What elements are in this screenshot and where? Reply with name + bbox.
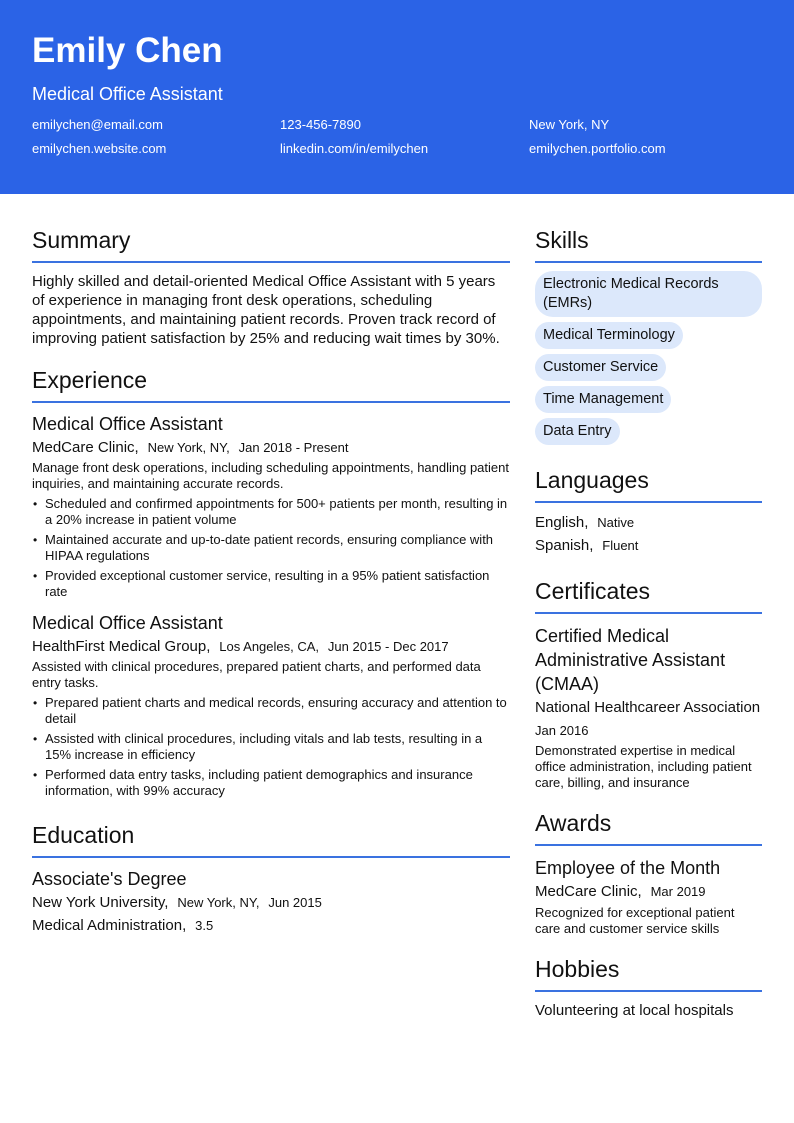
right-column	[535, 224, 762, 1021]
resume-header	[0, 0, 794, 194]
certificate-issuer: National Healthcareer Association	[535, 699, 761, 716]
job-bullets	[32, 695, 510, 799]
skill-tag: Electronic Medical Records (EMRs)	[535, 271, 762, 317]
language-item	[535, 511, 762, 534]
award-org: MedCare Clinic,	[535, 883, 642, 900]
certificate-date: Jan 2016	[535, 723, 589, 738]
hobby-item: Volunteering at local hospitals	[535, 1002, 734, 1019]
job-entry	[32, 612, 510, 799]
job-description: Manage front desk operations, including scheduling appointments, handling patient inquiries, and maintaining accurate records.	[32, 460, 509, 491]
education-school: New York University,	[32, 894, 169, 911]
website-link[interactable]: emilychen.website.com	[32, 141, 167, 156]
summary-section	[32, 224, 510, 348]
location: New York, NY	[529, 117, 610, 132]
job-entry	[32, 413, 510, 600]
job-dates: Jun 2015 - Dec 2017	[327, 639, 449, 654]
languages-heading: Languages	[535, 464, 762, 503]
job-bullet: • Assisted with clinical procedures, including vitals and lab tests, resulting in a 15% increase in efficiency	[32, 731, 510, 763]
education-section	[32, 819, 510, 937]
award-name: Employee of the Month	[535, 858, 721, 878]
certificates-heading: Certificates	[535, 575, 762, 614]
phone-number[interactable]: 123-456-7890	[280, 117, 361, 132]
job-bullet: • Prepared patient charts and medical records, ensuring accuracy and attention to detail	[32, 695, 510, 727]
job-bullet: • Scheduled and confirmed appointments for 500+ patients per month, resulting in a 20% increase in patient volume	[32, 496, 510, 528]
certificate-description: Demonstrated expertise in medical office administration, including patient care, billing, and insurance	[535, 743, 752, 790]
education-date: Jun 2015	[268, 895, 322, 910]
award-date: Mar 2019	[650, 884, 706, 899]
language-level: Native	[597, 515, 635, 530]
candidate-name: Emily Chen	[32, 31, 223, 70]
job-location: Los Angeles, CA,	[219, 639, 320, 654]
skills-section	[535, 224, 762, 450]
job-entry-meta	[32, 637, 510, 657]
skill-tag: Time Management	[535, 386, 671, 413]
hobbies-heading: Hobbies	[535, 953, 762, 992]
languages-list	[535, 511, 762, 557]
job-location: New York, NY,	[147, 440, 230, 455]
job-dates: Jan 2018 - Present	[238, 440, 349, 455]
contact-info	[32, 116, 762, 158]
experience-section	[32, 364, 510, 799]
language-name: Spanish,	[535, 537, 594, 554]
job-bullet: • Performed data entry tasks, including patient demographics and insurance information, with 99% accuracy	[32, 767, 510, 799]
portfolio-link[interactable]: emilychen.portfolio.com	[529, 141, 666, 156]
award-description: Recognized for exceptional patient care and customer service skills	[535, 905, 735, 936]
job-entry-title: Medical Office Assistant	[32, 414, 223, 434]
email-link[interactable]: emilychen@email.com	[32, 117, 163, 132]
job-entry-meta	[32, 438, 510, 458]
job-title: Medical Office Assistant	[32, 84, 223, 104]
job-bullet: • Maintained accurate and up-to-date patient records, ensuring compliance with HIPAA regulations	[32, 532, 510, 564]
left-column	[32, 224, 510, 937]
hobbies-section	[535, 953, 762, 1021]
education-school-line	[32, 892, 510, 914]
education-degree: Associate's Degree	[32, 869, 187, 889]
awards-section	[535, 807, 762, 937]
summary-text: Highly skilled and detail-oriented Medical Office Assistant with 5 years of experience in managing front desk operations, scheduling appointments, and maintaining patient records. Proven track record of improving patient satisfaction by 25% and reducing wait times by 30%.	[32, 273, 500, 347]
job-entry-title: Medical Office Assistant	[32, 613, 223, 633]
job-bullet: • Provided exceptional customer service, resulting in a 95% patient satisfaction rate	[32, 568, 510, 600]
experience-heading: Experience	[32, 364, 510, 403]
skill-tag: Data Entry	[535, 418, 620, 445]
skills-list	[535, 271, 762, 450]
education-field: Medical Administration,	[32, 917, 187, 934]
linkedin-link[interactable]: linkedin.com/in/emilychen	[280, 141, 429, 156]
education-location: New York, NY,	[177, 895, 260, 910]
certificate-name: Certified Medical Administrative Assistant (CMAA)	[535, 626, 726, 694]
skill-tag: Medical Terminology	[535, 322, 683, 349]
language-name: English,	[535, 514, 589, 531]
education-heading: Education	[32, 819, 510, 858]
skills-heading: Skills	[535, 224, 762, 263]
job-bullets	[32, 496, 510, 600]
job-description: Assisted with clinical procedures, prepared patient charts, and performed data entry tasks.	[32, 659, 481, 690]
job-company: HealthFirst Medical Group,	[32, 638, 211, 655]
job-company: MedCare Clinic,	[32, 439, 139, 456]
education-gpa: 3.5	[195, 918, 214, 933]
language-level: Fluent	[602, 538, 639, 553]
certificates-section	[535, 575, 762, 791]
education-field-line	[32, 915, 510, 937]
award-meta	[535, 881, 762, 903]
summary-heading: Summary	[32, 224, 510, 263]
skill-tag: Customer Service	[535, 354, 666, 381]
language-item	[535, 534, 762, 557]
awards-heading: Awards	[535, 807, 762, 846]
languages-section	[535, 464, 762, 557]
